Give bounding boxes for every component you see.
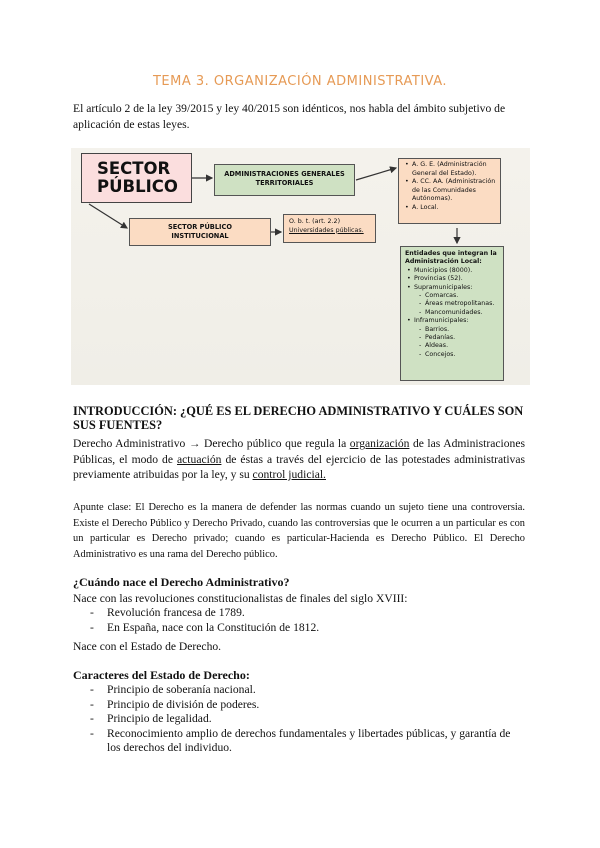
- list-item: • Municipios (8000).: [414, 267, 499, 275]
- definition-underlined: organización: [349, 437, 410, 450]
- cuando-list: [73, 606, 525, 635]
- list-item: - Concejos.: [425, 351, 499, 359]
- caracteres-heading: Caracteres del Estado de Derecho:: [73, 668, 250, 682]
- spi-line2: INSTITUCIONAL: [171, 232, 229, 240]
- entidades-title: Entidades que integran la Administración Local:: [405, 250, 497, 266]
- agt-line1: ADMINISTRACIONES GENERALES: [224, 170, 345, 178]
- administraciones-list-box: [398, 158, 501, 224]
- intro-heading: INTRODUCCIÓN: ¿QUÉ ES EL DERECHO ADMINISTRATIVO Y CUÁLES SON SUS FUENTES?: [73, 404, 524, 432]
- administraciones-territoriales-box: [214, 164, 355, 196]
- page-title: TEMA 3. ORGANIZACIÓN ADMINISTRATIVA.: [152, 74, 448, 89]
- apunte-paragraph: Apunte clase: El Derecho es la manera de defender las normas cuando un sujeto tiene una controversia. Existe el Derecho Público y Derecho Privado, cuando las controversias que le ocurren a un particular es con un particular es Derecho privado; cuando es particular-Hacienda es Derecho Público. El Derecho Administrativo es una rama del Derecho público.: [73, 502, 525, 560]
- list-item: - En España, nace con la Constitución de 1812.: [73, 621, 525, 636]
- cuando-text: Nace con las revoluciones constitucionalistas de finales del siglo XVIII:: [73, 592, 408, 605]
- diagram: [71, 148, 530, 385]
- inframunicipales-label: Inframunicipales:: [414, 317, 469, 325]
- list-item: • A. CC. AA. (Administración de las Comunidades Autónomas).: [412, 178, 496, 204]
- list-item: - Pedanías.: [425, 334, 499, 342]
- list-item: • A. Local.: [412, 204, 496, 213]
- definition-text: de éstas a través del ejercicio de las potestades administrativas previamente atribuidas por la ley, y su: [73, 452, 526, 481]
- obt-box: [283, 214, 376, 243]
- supramunicipales-label: Supramunicipales:: [414, 283, 473, 291]
- list-item: - Barrios.: [425, 326, 499, 334]
- sector-publico-line1: SECTOR: [97, 159, 171, 178]
- list-item: - Principio de soberanía nacional.: [73, 683, 525, 698]
- list-item: - Principio de división de poderes.: [73, 698, 525, 713]
- sector-publico-line2: PÚBLICO: [97, 177, 178, 196]
- sector-publico-box: [81, 153, 192, 203]
- sector-institucional-box: [129, 218, 271, 246]
- caracteres-list: [73, 683, 525, 756]
- definition-underlined: control judicial.: [252, 468, 326, 481]
- arrow-to-spi: [89, 204, 127, 228]
- spi-line1: SECTOR PÚBLICO: [168, 223, 232, 231]
- list-item: - Comarcas.: [425, 292, 499, 300]
- list-item: - Revolución francesa de 1789.: [73, 606, 525, 621]
- obt-item: O. b. t. (art. 2.2): [289, 218, 341, 225]
- agt-line2: TERRITORIALES: [255, 179, 314, 187]
- list-item: - Mancomunidades.: [425, 309, 499, 317]
- arrow-to-admin-list: [356, 168, 396, 180]
- list-item: - Principio de legalidad.: [73, 712, 525, 727]
- definition-underlined: actuación: [177, 452, 222, 466]
- list-item: • A. G. E. (Administración General del Estado).: [412, 161, 496, 178]
- definition-text: de las Administraciones Públicas, el modo de: [73, 437, 525, 466]
- cuando-heading: ¿Cuándo nace el Derecho Administrativo?: [73, 575, 290, 589]
- definition-text: Derecho Administrativo → Derecho público que regula la: [73, 437, 350, 450]
- definition-paragraph: [73, 436, 525, 483]
- cuando-closing: Nace con el Estado de Derecho.: [73, 640, 222, 653]
- list-item: • Provincias (52).: [414, 275, 499, 283]
- list-item: [414, 284, 499, 318]
- list-item: - Áreas metropolitanas.: [425, 300, 499, 308]
- obt-item: Universidades públicas.: [289, 226, 364, 234]
- list-item: - Aldeas.: [425, 342, 499, 350]
- list-item: [414, 317, 499, 359]
- intro-paragraph: El artículo 2 de la ley 39/2015 y ley 40/2015 son idénticos, nos habla del ámbito subjetivo de aplicación de estas leyes.: [73, 102, 506, 131]
- entidades-locales-box: [400, 246, 504, 381]
- list-item: - Reconocimiento amplio de derechos fundamentales y libertades públicas, y garantía de los derechos del individuo.: [73, 727, 525, 756]
